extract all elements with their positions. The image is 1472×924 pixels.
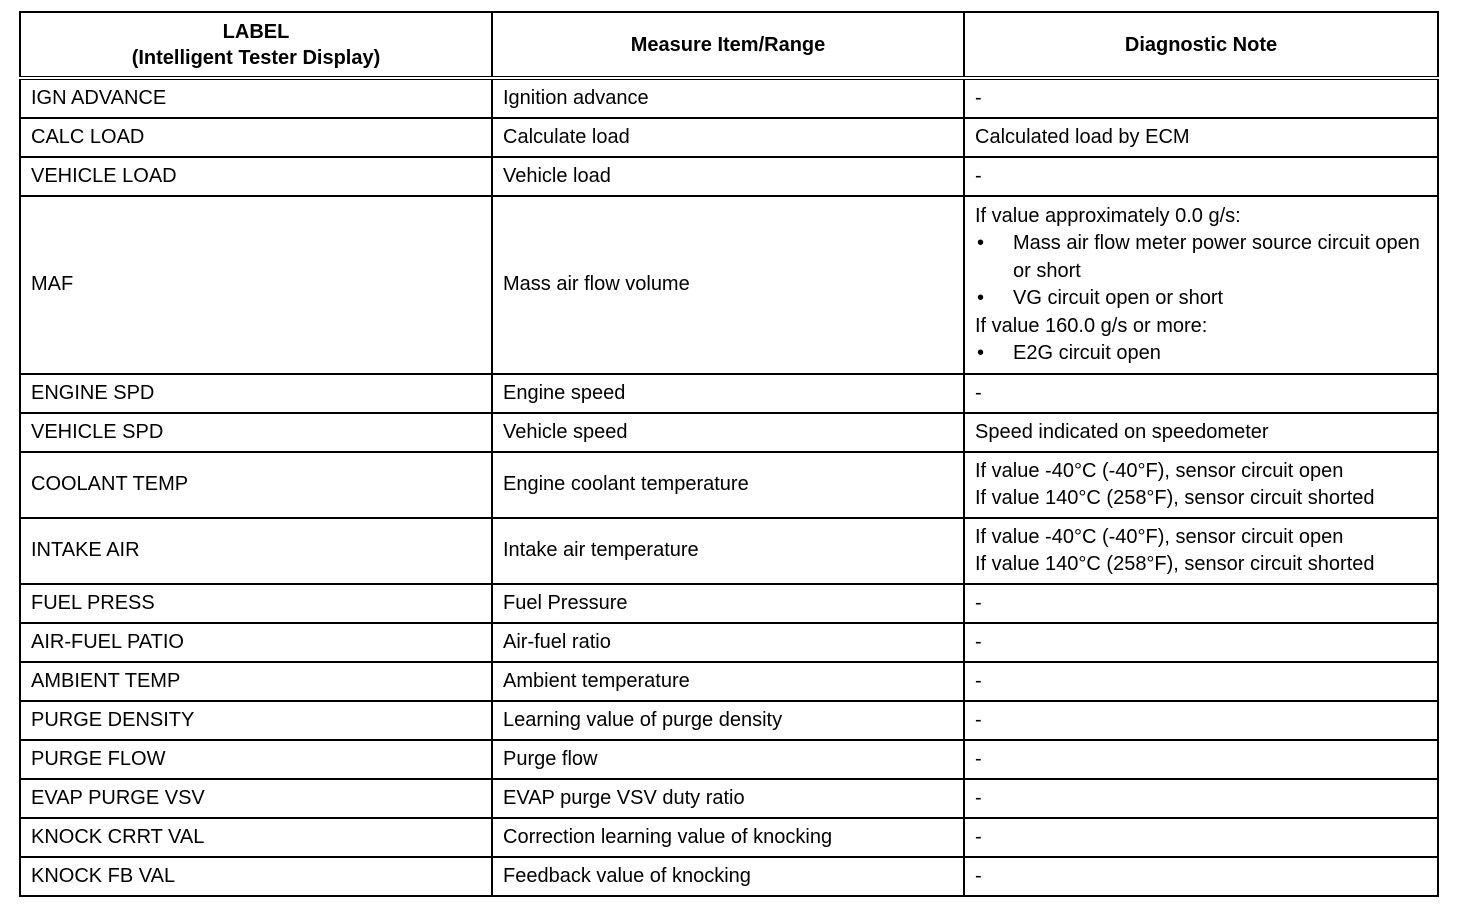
table-row (20, 857, 1438, 896)
table-row (20, 740, 1438, 779)
label-cell: PURGE DENSITY (20, 701, 492, 740)
note-cell: - (964, 701, 1438, 740)
label-cell: VEHICLE SPD (20, 413, 492, 452)
table-row (20, 779, 1438, 818)
label-cell: PURGE FLOW (20, 740, 492, 779)
table-row (20, 518, 1438, 584)
note-cell: - (964, 78, 1438, 118)
label-cell: CALC LOAD (20, 118, 492, 157)
bullet-icon: • (977, 342, 985, 364)
label-cell: COOLANT TEMP (20, 452, 492, 518)
measure-cell: Ignition advance (492, 78, 964, 118)
measure-cell: EVAP purge VSV duty ratio (492, 779, 964, 818)
table-header (20, 12, 1438, 78)
measure-cell: Vehicle load (492, 157, 964, 196)
note-line: If value 140°C (258°F), sensor circuit shorted (975, 487, 1375, 509)
measure-cell: Engine speed (492, 374, 964, 413)
measure-cell: Intake air temperature (492, 518, 964, 584)
note-bullet-text: E2G circuit open (1013, 342, 1161, 364)
note-cell: - (964, 584, 1438, 623)
table-row (20, 701, 1438, 740)
table-row (20, 818, 1438, 857)
label-cell: FUEL PRESS (20, 584, 492, 623)
label-cell: KNOCK CRRT VAL (20, 818, 492, 857)
table-row (20, 118, 1438, 157)
note-cell: - (964, 623, 1438, 662)
measure-cell: Mass air flow volume (492, 196, 964, 374)
header-label-line2: (Intelligent Tester Display) (131, 46, 381, 69)
note-cell (964, 518, 1438, 584)
table-row (20, 374, 1438, 413)
table-body (20, 78, 1438, 896)
note-bullet (975, 230, 1437, 285)
note-cell: - (964, 779, 1438, 818)
note-cell: - (964, 857, 1438, 896)
header-row (20, 12, 1438, 78)
measure-cell: Purge flow (492, 740, 964, 779)
label-cell: EVAP PURGE VSV (20, 779, 492, 818)
header-label-line1: LABEL (222, 20, 290, 43)
header-measure: Measure Item/Range (492, 12, 964, 78)
bullet-icon: • (977, 287, 985, 309)
note-cell (964, 196, 1438, 374)
label-cell: MAF (20, 196, 492, 374)
table-row (20, 662, 1438, 701)
label-cell: KNOCK FB VAL (20, 857, 492, 896)
measure-cell: Calculate load (492, 118, 964, 157)
note-line: If value 140°C (258°F), sensor circuit shorted (975, 553, 1375, 575)
note-line: If value 160.0 g/s or more: (975, 314, 1208, 337)
note-cell: Speed indicated on speedometer (964, 413, 1438, 452)
measure-cell: Fuel Pressure (492, 584, 964, 623)
table-row (20, 584, 1438, 623)
note-cell: Calculated load by ECM (964, 118, 1438, 157)
note-bullet-text: VG circuit open or short (1013, 287, 1224, 309)
note-cell: - (964, 818, 1438, 857)
note-line: If value approximately 0.0 g/s: (975, 204, 1241, 227)
note-cell (964, 452, 1438, 518)
note-cell: - (964, 157, 1438, 196)
label-cell: IGN ADVANCE (20, 78, 492, 118)
measure-cell: Feedback value of knocking (492, 857, 964, 896)
measure-cell: Correction learning value of knocking (492, 818, 964, 857)
note-bullet (975, 285, 1437, 313)
note-cell: - (964, 662, 1438, 701)
table-row (20, 413, 1438, 452)
data-list-table (19, 11, 1439, 897)
measure-cell: Air-fuel ratio (492, 623, 964, 662)
note-line: If value -40°C (-40°F), sensor circuit open (975, 459, 1344, 482)
table-row (20, 452, 1438, 518)
note-cell: - (964, 374, 1438, 413)
note-line: If value -40°C (-40°F), sensor circuit open (975, 525, 1344, 548)
label-cell: VEHICLE LOAD (20, 157, 492, 196)
table-row (20, 78, 1438, 118)
note-bullet (975, 340, 1437, 368)
table-row (20, 623, 1438, 662)
note-cell: - (964, 740, 1438, 779)
label-cell: ENGINE SPD (20, 374, 492, 413)
label-cell: AMBIENT TEMP (20, 662, 492, 701)
measure-cell: Vehicle speed (492, 413, 964, 452)
bullet-icon: • (977, 232, 985, 254)
label-cell: AIR-FUEL PATIO (20, 623, 492, 662)
measure-cell: Engine coolant temperature (492, 452, 964, 518)
table-row (20, 157, 1438, 196)
header-note: Diagnostic Note (964, 12, 1438, 78)
label-cell: INTAKE AIR (20, 518, 492, 584)
note-bullet-text: Mass air flow meter power source circuit open or short (1013, 232, 1420, 282)
header-label (20, 12, 492, 78)
measure-cell: Learning value of purge density (492, 701, 964, 740)
table-row (20, 196, 1438, 374)
measure-cell: Ambient temperature (492, 662, 964, 701)
